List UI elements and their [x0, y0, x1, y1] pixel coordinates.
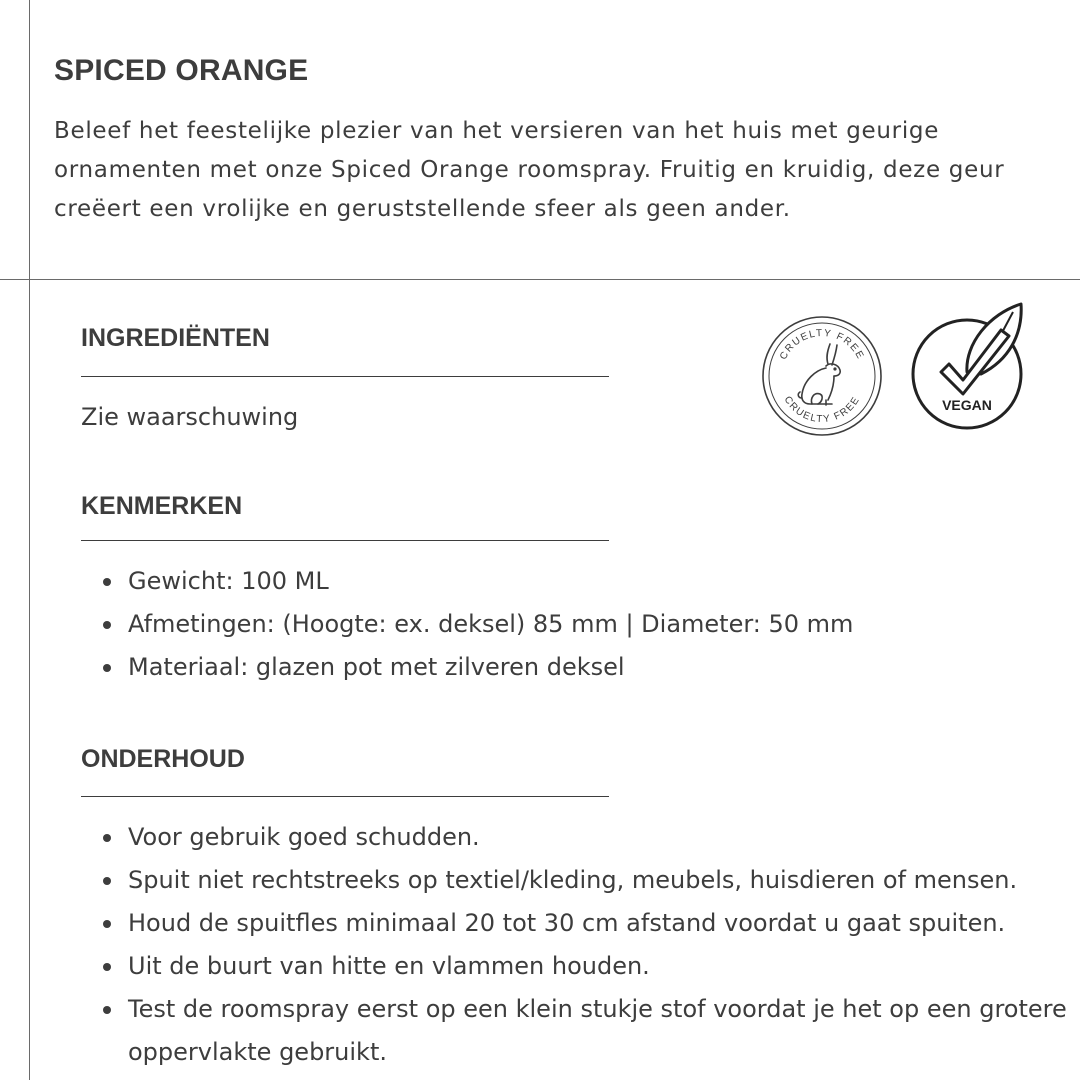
list-item: Afmetingen: (Hoogte: ex. deksel) 85 mm | Diameter: 50 mm: [81, 603, 1071, 646]
product-title: SPICED ORANGE: [54, 54, 309, 87]
care-heading: ONDERHOUD: [81, 745, 245, 773]
features-rule: [81, 540, 609, 541]
list-item: Materiaal: glazen pot met zilveren deksel: [81, 646, 1071, 689]
list-item: Houd de spuitfles minimaal 20 tot 30 cm afstand voordat u gaat spuiten.: [81, 902, 1071, 945]
cruelty-free-bottom-text: CRUELTY FREE: [781, 394, 863, 426]
cruelty-free-top-text: CRUELTY FREE: [778, 327, 866, 362]
features-heading: KENMERKEN: [81, 492, 243, 520]
care-rule: [81, 796, 609, 797]
care-list: [81, 816, 1071, 1074]
list-item: Voor gebruik goed schudden.: [81, 816, 1071, 859]
list-item: Uit de buurt van hitte en vlammen houden.: [81, 945, 1071, 988]
horizontal-divider: [0, 279, 1080, 280]
list-item: Test de roomspray eerst op een klein stukje stof voordat je het op een grotere oppervlakte gebruikt.: [81, 988, 1071, 1074]
ingredients-text: Zie waarschuwing: [81, 403, 299, 431]
vegan-label: VEGAN: [942, 397, 992, 413]
vegan-badge: [905, 300, 1029, 436]
list-item: Gewicht: 100 ML: [81, 560, 1071, 603]
ingredients-rule: [81, 376, 609, 377]
list-item: Spuit niet rechtstreeks op textiel/kleding, meubels, huisdieren of mensen.: [81, 859, 1071, 902]
leaf-check-icon: [941, 304, 1021, 394]
ingredients-heading: INGREDIËNTEN: [81, 324, 270, 352]
features-list: [81, 560, 1071, 689]
cruelty-free-badge: [760, 314, 884, 438]
rabbit-icon: [798, 344, 840, 405]
vertical-divider: [29, 0, 30, 1080]
product-description: Beleef het feestelijke plezier van het versieren van het huis met geurige ornamenten met onze Spiced Orange roomspray. Fruitig en kruidig, deze geur creëert een vrolijke en geruststellende sfeer als geen ander.: [54, 118, 1005, 222]
